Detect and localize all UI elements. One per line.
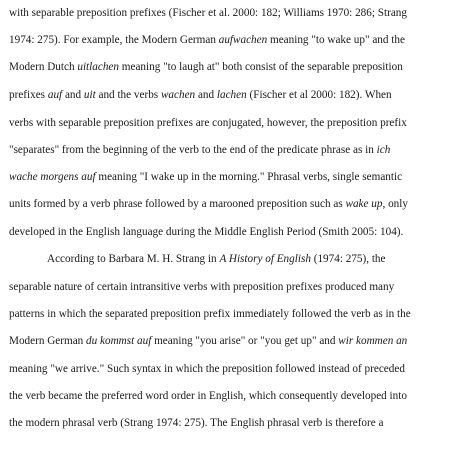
italic-term: lachen (216, 89, 247, 101)
text-line: the modern phrasal verb (Strang 1974: 275). The English phrasal verb is therefore a (9, 417, 384, 429)
italic-term: wir kommen an (338, 335, 408, 347)
text-line: prefixes auf and uit and the verbs wachen and lachen (Fischer et al 2000: 182). When (9, 89, 392, 101)
paragraph-first-line: According to Barbara M. H. Strang in A History of English (1974: 275), the (47, 253, 386, 265)
text-line: "separates" from the beginning of the verb to the end of the predicate phrase as in ich (9, 144, 391, 156)
text-line: patterns in which the separated preposition prefix immediately followed the verb as in the (9, 308, 411, 320)
text-line: verbs with separable preposition prefixes are conjugated, however, the preposition prefix (9, 117, 407, 129)
italic-term: wake up (345, 198, 383, 210)
italic-term: uit (83, 89, 96, 101)
italic-term: aufwachen (218, 34, 268, 46)
italic-term: A History of English (219, 253, 311, 265)
text-line: units formed by a verb phrase followed by a marooned preposition such as wake up, only (9, 198, 408, 210)
italic-term: wache morgens auf (9, 171, 96, 183)
text-line: Modern Dutch uitlachen meaning "to laugh at" both consist of the separable preposition (9, 61, 403, 73)
text-line: Modern German du kommst auf meaning "you arise" or "you get up" and wir kommen an (9, 335, 408, 347)
italic-term: wachen (160, 89, 196, 101)
italic-term: uitlachen (77, 61, 119, 73)
italic-term: ich (376, 144, 391, 156)
text-line: wache morgens auf meaning "I wake up in the morning." Phrasal verbs, single semantic (9, 171, 403, 183)
text-line: the verb became the preferred word order in English, which consequently developed into (9, 390, 407, 402)
text-line: meaning "we arrive." Such syntax in which the preposition followed instead of preceded (9, 363, 405, 375)
italic-term: du kommst auf (86, 335, 152, 347)
text-line: developed in the English language during the Middle English Period (Smith 2005: 104). (9, 226, 404, 238)
text-line: 1974: 275). For example, the Modern German aufwachen meaning "to wake up" and the (9, 34, 405, 46)
text-line: with separable preposition prefixes (Fischer et al. 2000: 182; Williams 1970: 286; Strang (9, 7, 407, 19)
text-line: separable nature of certain intransitive verbs with preposition prefixes produced many (9, 281, 395, 293)
italic-term: auf (47, 89, 63, 101)
